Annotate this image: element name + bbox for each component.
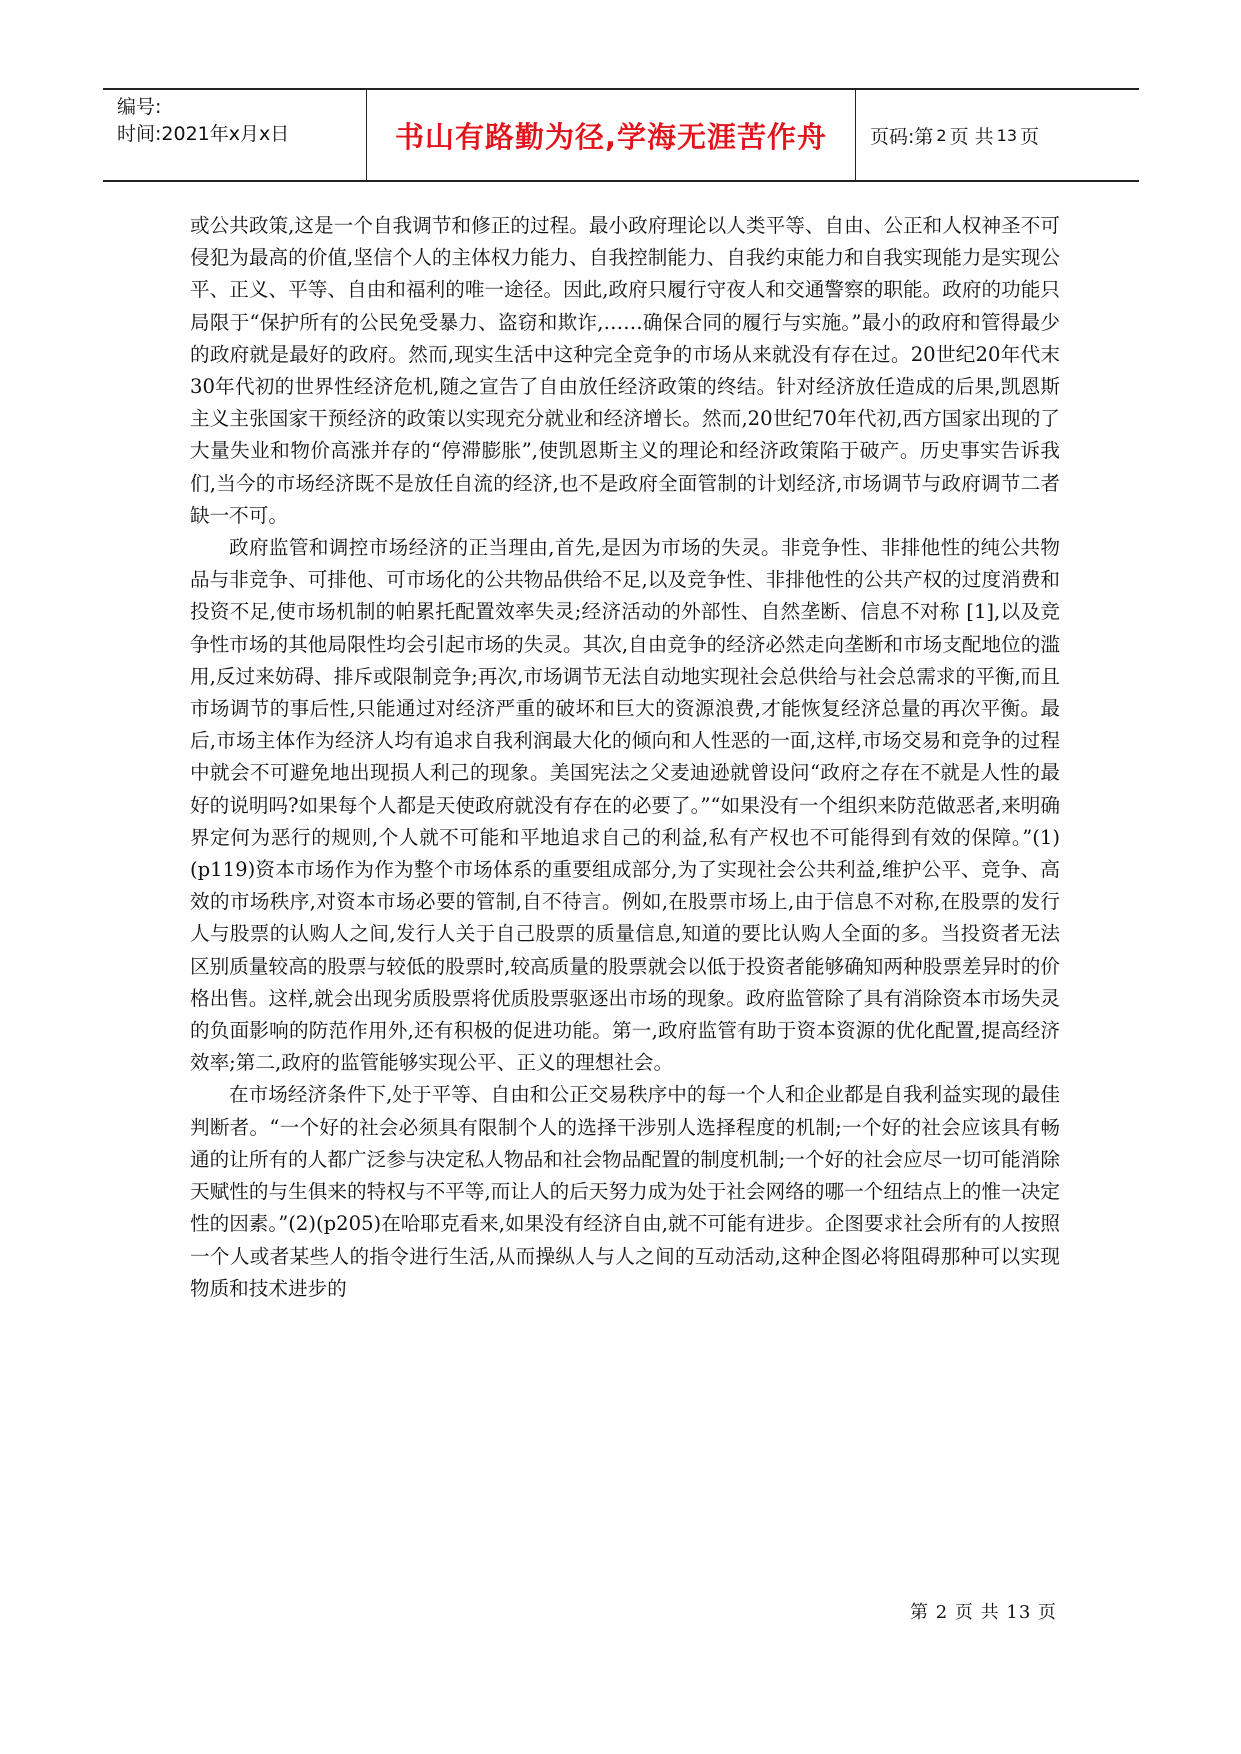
page-mid: 页 共 xyxy=(949,125,994,148)
document-time-label: 时间:2021年x月x日 xyxy=(117,123,290,145)
paragraph-2: 政府监管和调控市场经济的正当理由,首先,是因为市场的失灵。非竞争性、非排他性的纯公共物品与非竞争、可排他、可市场化的公共物品供给不足,以及竞争性、非排他性的公共产权的过度消费和投资不足,使市场机制的帕累托配置效率失灵;经济活动的外部性、自然垄断、信息不对称 [1],以及竞争性市场的其他局限性均会引起市场的失灵。其次,自由竞争的经济必然走向垄断和市场支配地位的滥用,反过来妨碍、排斥或限制竞争;再次,市场调节无法自动地实现社会总供给与社会总需求的平衡,而且市场调节的事后性,只能通过对经济严重的破坏和巨大的资源浪费,才能恢复经济总量的再次平衡。最后,市场主体作为经济人均有追求自我利润最大化的倾向和人性恶的一面,这样,市场交易和竞争的过程中就会不可避免地出现损人利己的现象。美国宪法之父麦迪逊就曾设问“政府之存在不就是人性的最好的说明吗?如果每个人都是天使政府就没有存在的必要了。”“如果没有一个组织来防范做恶者,来明确界定何为恶行的规则,个人就不可能和平地追求自己的利益,私有产权也不可能得到有效的保障。”(1)(p119)资本市场作为作为整个市场体系的重要组成部分,为了实现社会公共利益,维护公平、竞争、高效的市场秩序,对资本市场必要的管制,自不待言。例如,在股票市场上,由于信息不对称,在股票的发行人与股票的认购人之间,发行人关于自己股票的质量信息,知道的要比认购人全面的多。当投资者无法区别质量较高的股票与较低的股票时,较高质量的股票就会以低于投资者能够确知两种股票差异时的价格出售。这样,就会出现劣质股票将优质股票驱逐出市场的现象。政府监管除了具有消除资本市场失灵的负面影响的防范作用外,还有积极的促进功能。第一,政府监管有助于资本资源的优化配置,提高经济效率;第二,政府的监管能够实现公平、正义的理想社会。 xyxy=(190,536,1060,1075)
page-header xyxy=(103,88,1139,182)
paragraph-1: 或公共政策,这是一个自我调节和修正的过程。最小政府理论以人类平等、自由、公正和人权神圣不可侵犯为最高的价值,坚信个人的主体权力能力、自我控制能力、自我约束能力和自我实现能力是实现公平、正义、平等、自由和福利的唯一途径。因此,政府只履行守夜人和交通警察的职能。政府的功能只局限于“保护所有的公民免受暴力、盗窃和欺诈,……确保合同的履行与实施。”最小的政府和管得最少的政府就是最好的政府。然而,现实生活中这种完全竞争的市场从来就没有存在过。20世纪20年代末30年代初的世界性经济危机,随之宣告了自由放任经济政策的终结。针对经济放任造成的后果,凯恩斯主义主张国家干预经济的政策以实现充分就业和经济增长。然而,20世纪70年代初,西方国家出现的了大量失业和物价高涨并存的“停滞膨胀”,使凯恩斯主义的理论和经济政策陷于破产。历史事实告诉我们,当今的市场经济既不是放任自流的经济,也不是政府全面管制的计划经济,市场调节与政府调节二者缺一不可。 xyxy=(190,214,1060,527)
header-meta xyxy=(103,90,367,180)
page-suffix: 页 xyxy=(1020,125,1040,148)
document-body xyxy=(190,210,1060,1305)
header-page-info xyxy=(856,90,1139,180)
header-motto: 书山有路勤为径,学海无涯苦作舟 xyxy=(367,90,856,180)
page-current: 2 xyxy=(936,125,947,145)
document-number-label: 编号: xyxy=(117,96,162,118)
page-prefix: 页码:第 xyxy=(870,125,934,148)
paragraph-3: 在市场经济条件下,处于平等、自由和公正交易秩序中的每一个人和企业都是自我利益实现的最佳判断者。“一个好的社会必须具有限制个人的选择干涉别人选择程度的机制;一个好的社会应该具有畅通的让所有的人都广泛参与决定私人物品和社会物品配置的制度机制;一个好的社会应尽一切可能消除天赋性的与生俱来的特权与不平等,而让人的后天努力成为处于社会网络的哪一个纽结点上的惟一决定性的因素。”(2)(p205)在哈耶克看来,如果没有经济自由,就不可能有进步。企图要求社会所有的人按照一个人或者某些人的指令进行生活,从而操纵人与人之间的互动活动,这种企图必将阻碍那种可以实现物质和技术进步的 xyxy=(190,1083,1060,1300)
page-total: 13 xyxy=(996,125,1017,145)
page-footer: 第 2 页 共 13 页 xyxy=(910,1602,1057,1623)
